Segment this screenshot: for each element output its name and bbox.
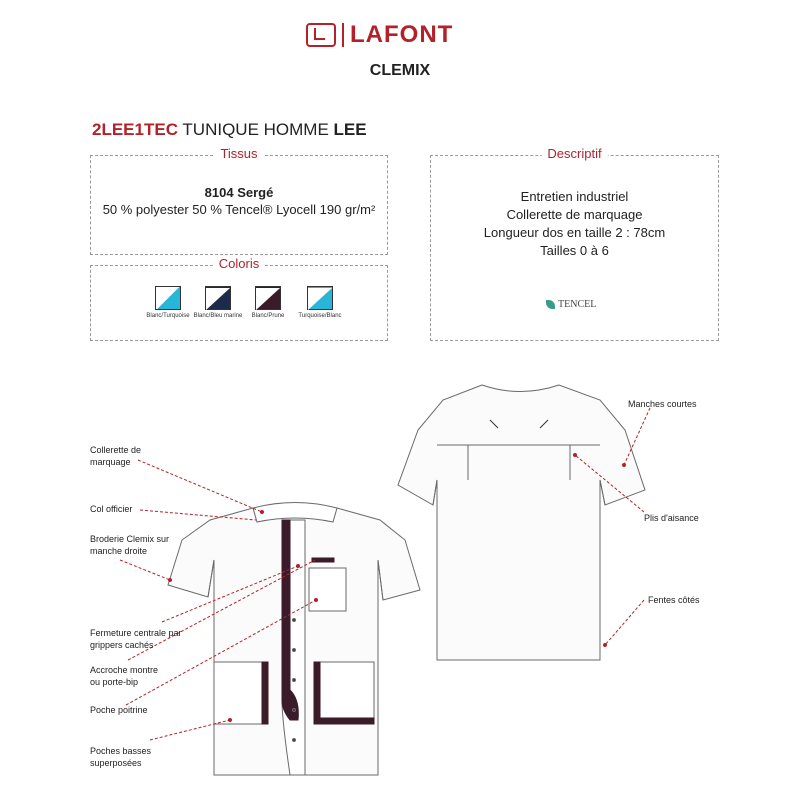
product-model: LEE (333, 120, 367, 139)
swatch-label: Blanc/Bleu marine (193, 313, 243, 319)
swatch-label: Turquoise/Blanc (298, 313, 342, 319)
note-line: Accroche montre (90, 665, 159, 675)
note-broderie (90, 533, 169, 557)
descriptif-line: Longueur dos en taille 2 : 78cm (483, 225, 666, 240)
descriptif-line: Tailles 0 à 6 (540, 243, 609, 258)
note-manches-courtes: Manches courtes (628, 399, 697, 409)
note-fermeture (90, 627, 182, 651)
note-line: marquage (90, 457, 131, 467)
note-line: Poches basses (90, 746, 152, 756)
fabric-code: 8104 Sergé (204, 185, 274, 200)
note-poches-basses (90, 745, 151, 769)
note-line: Fermeture centrale par (90, 628, 182, 638)
note-plis: Plis d'aisance (644, 513, 699, 523)
note-line: manche droite (90, 546, 148, 556)
note-line: Collerette de (90, 445, 142, 455)
note-line: ou porte-bip (90, 677, 139, 687)
back-tunic (398, 385, 645, 660)
note-accroche (90, 664, 158, 688)
descriptif-line: Entretien industriel (520, 189, 629, 204)
note-poche-poitrine: Poche poitrine (90, 705, 148, 715)
descriptif-line: Collerette de marquage (506, 207, 643, 222)
descriptif-heading: Descriptif (541, 146, 607, 161)
note-col-officier: Col officier (90, 504, 133, 514)
front-tunic (168, 503, 420, 776)
swatch-diagonals (206, 288, 332, 310)
note-line: superposées (90, 758, 142, 768)
fabric-composition: 50 % polyester 50 % Tencel® Lyocell 190 gr/m² (102, 202, 376, 217)
coloris-heading: Coloris (213, 256, 265, 271)
swatch-label: Blanc/Prune (251, 313, 285, 319)
note-line: Broderie Clemix sur (90, 534, 170, 544)
brand-name: CLEMIX (369, 62, 431, 79)
tencel-logo-text: TENCEL (558, 299, 597, 310)
logo-text: LAFONT (350, 21, 454, 48)
product-reference: 2LEE1TEC (92, 120, 178, 139)
product-name: TUNIQUE HOMME (182, 120, 329, 139)
note-line: grippers cachés (90, 640, 154, 650)
note-collerette (90, 444, 141, 468)
tissus-heading: Tissus (214, 146, 263, 161)
swatch-label: Blanc/Turquoise (146, 313, 190, 319)
note-fentes: Fentes côtés (648, 595, 700, 605)
